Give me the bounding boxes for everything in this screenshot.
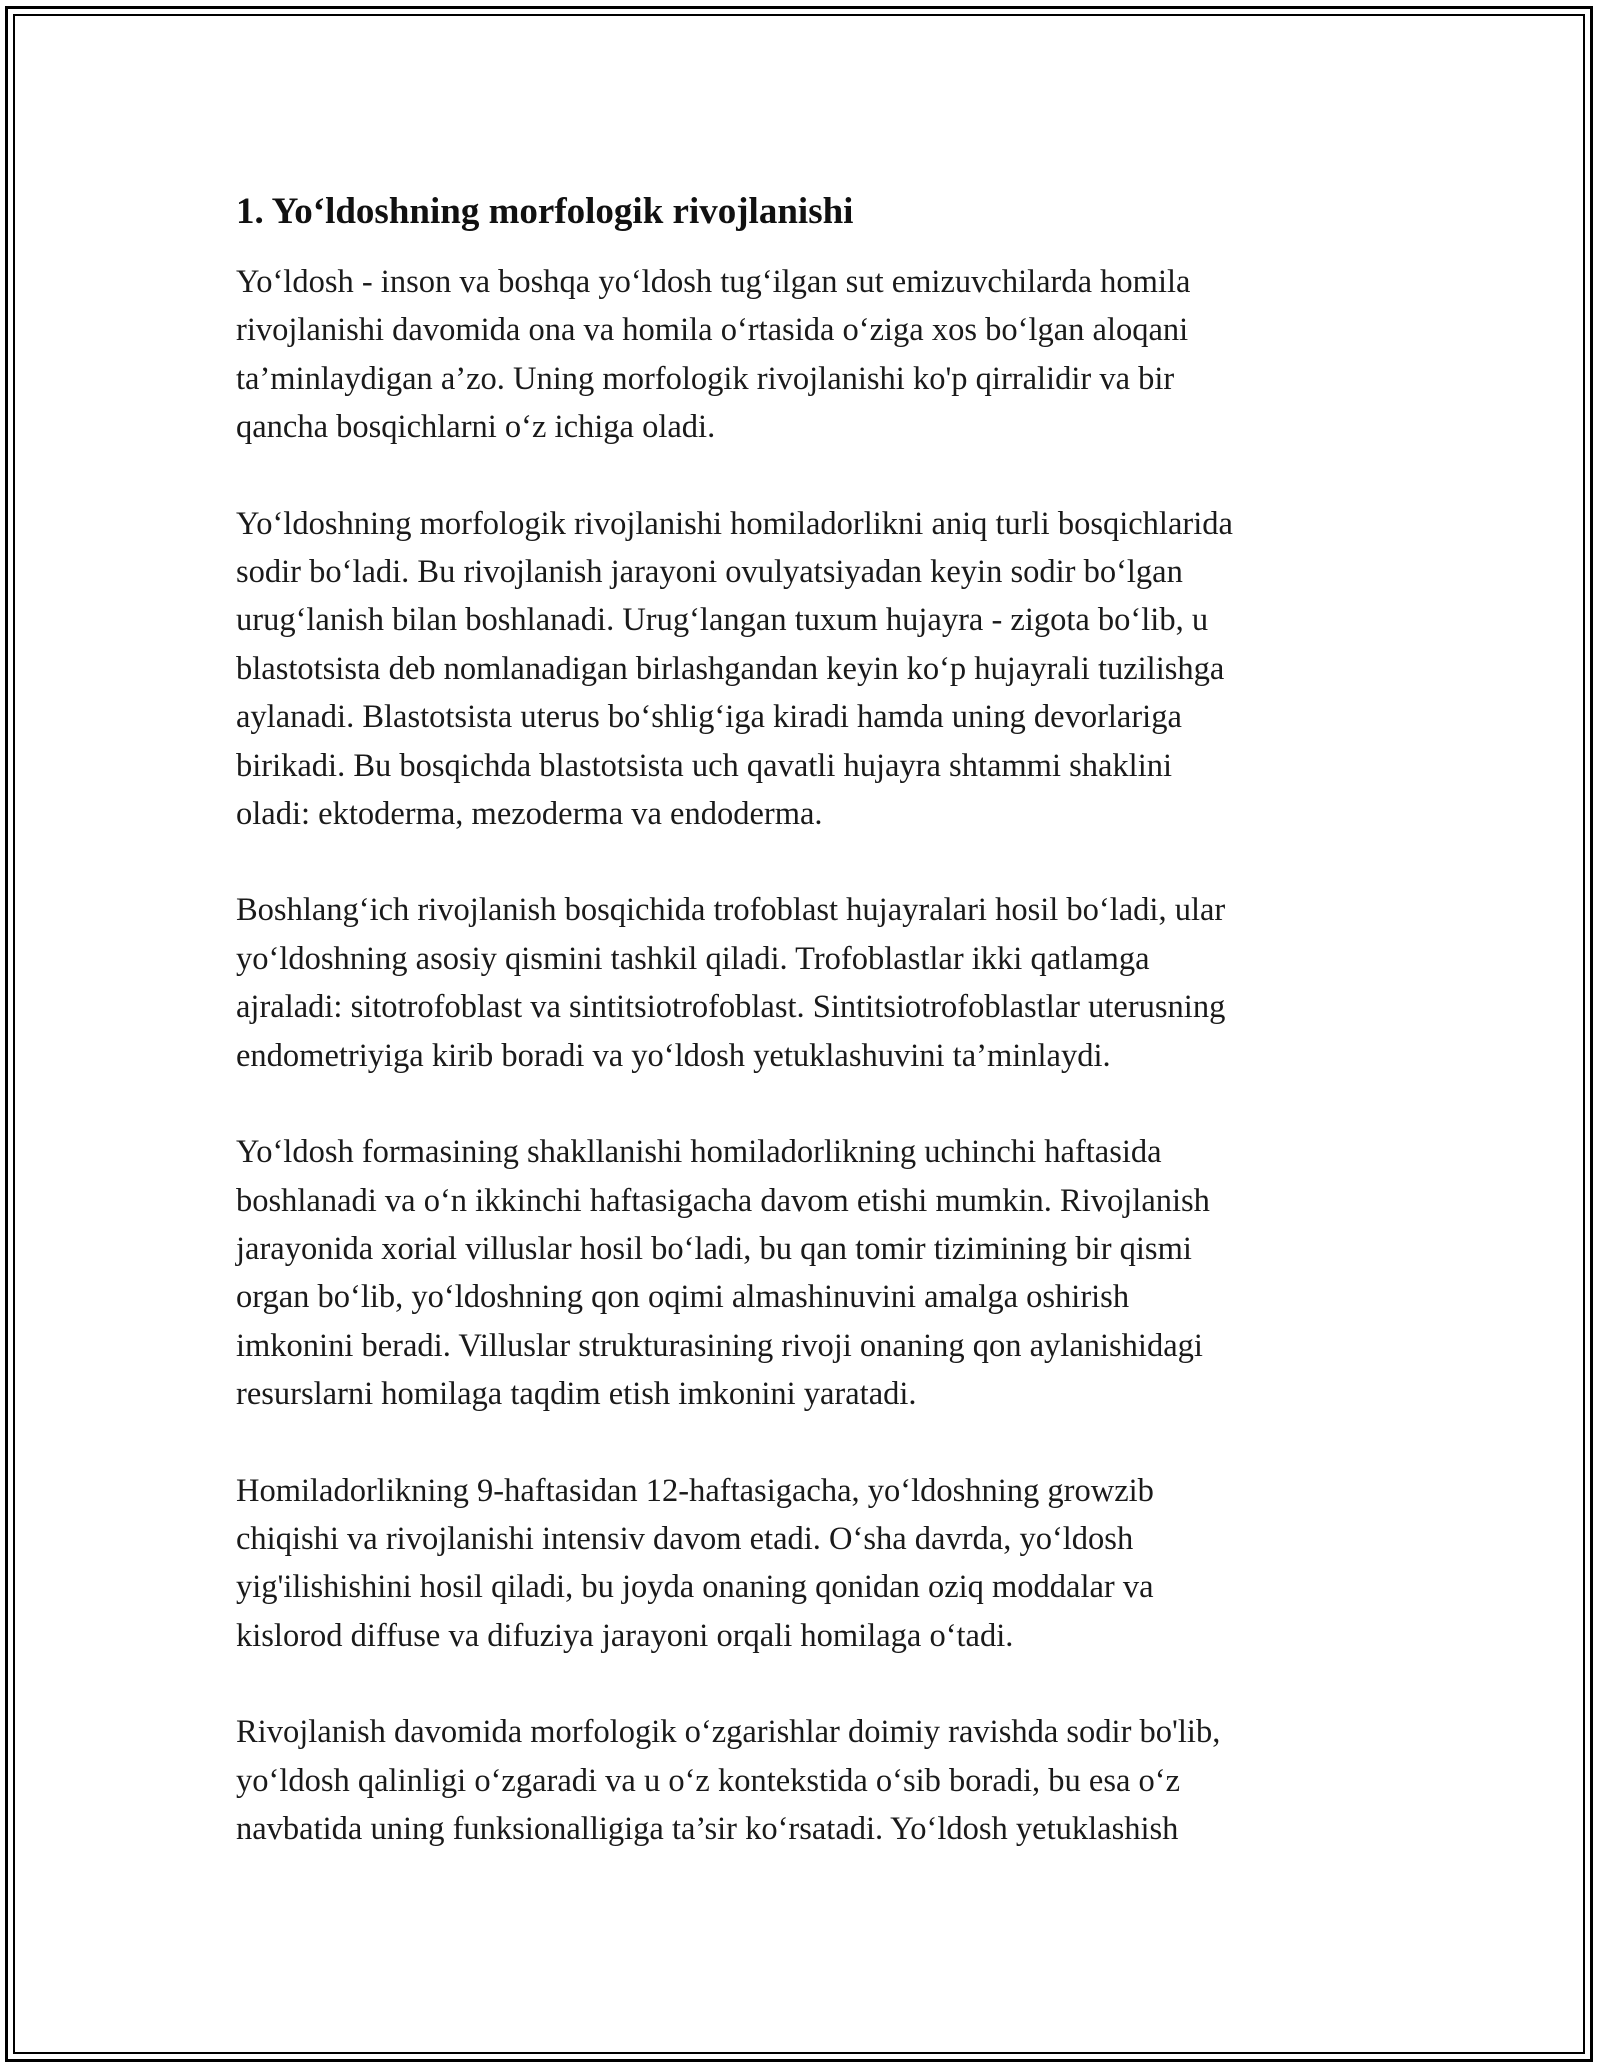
section-heading: 1. Yo‘ldoshning morfologik rivojlanishi [236,191,854,232]
paragraph-6: Rivojlanish davomida morfologik o‘zgarishlar doimiy ravishda sodir bo'lib, yo‘ldosh qalinligi o‘zgaradi va u o‘z kontekstida o‘sib boradi, bu esa o‘z navbatida uning funksionalligiga ta’sir ko‘rsatadi. Yo‘ldosh yetuklashish [236,1714,1221,1847]
paragraph-1: Yo‘ldosh - inson va boshqa yo‘ldosh tug‘ilgan sut emizuvchilarda homila rivojlanishi davomida ona va homila o‘rtasida o‘ziga xos bo‘lgan aloqani ta’minlaydigan a’zo. Uning morfologik rivojlanishi ko'p qirralidir va bir qancha bosqichlarni o‘z ichiga oladi. [236,264,1191,446]
paragraph-5: Homiladorlikning 9-haftasidan 12-haftasigacha, yo‘ldoshning growzib chiqishi va rivojlanishi intensiv davom etadi. O‘sha davrda, yo‘ldosh yig'ilishishini hosil qiladi, bu joyda onaning qonidan oziq moddalar va kislorod diffuse va difuziya jarayoni orqali homilaga o‘tadi. [236,1472,1154,1654]
document-content [236,188,1386,1901]
paragraph-2: Yo‘ldoshning morfologik rivojlanishi homiladorlikni aniq turli bosqichlarida sodir bo‘ladi. Bu rivojlanish jarayoni ovulyatsiyadan keyin sodir bo‘lgan urug‘lanish bilan boshlanadi. Urug‘langan tuxum hujayra - zigota bo‘lib, u blastotsista deb nomlanadigan birlashgandan keyin ko‘p hujayrali tuzilishga aylanadi. Blastotsista uterus bo‘shlig‘iga kiradi hamda uning devorlariga birikadi. Bu bosqichda blastotsista uch qavatli hujayra shtammi shaklini oladi: ektoderma, mezoderma va endoderma. [236,505,1233,833]
paragraph-4: Yo‘ldosh formasining shakllanishi homiladorlikning uchinchi haftasida boshlanadi va o‘n ikkinchi haftasigacha davom etishi mumkin. Rivojlanish jarayonida xorial villuslar hosil bo‘ladi, bu qan tomir tizimining bir qismi organ bo‘lib, yo‘ldoshning qon oqimi almashinuvini amalga oshirish imkonini beradi. Villuslar strukturasining rivoji onaning qon aylanishidagi resurslarni homilaga taqdim etish imkonini yaratadi. [236,1134,1210,1413]
paragraph-3: Boshlang‘ich rivojlanish bosqichida trofoblast hujayralari hosil bo‘ladi, ular yo‘ldoshning asosiy qismini tashkil qiladi. Trofoblastlar ikki qatlamga ajraladi: sitotrofoblast va sintitsiotrofoblast. Sintitsiotrofoblastlar uterusning endometriyiga kirib boradi va yo‘ldosh yetuklashuvini ta’minlaydi. [236,892,1226,1074]
